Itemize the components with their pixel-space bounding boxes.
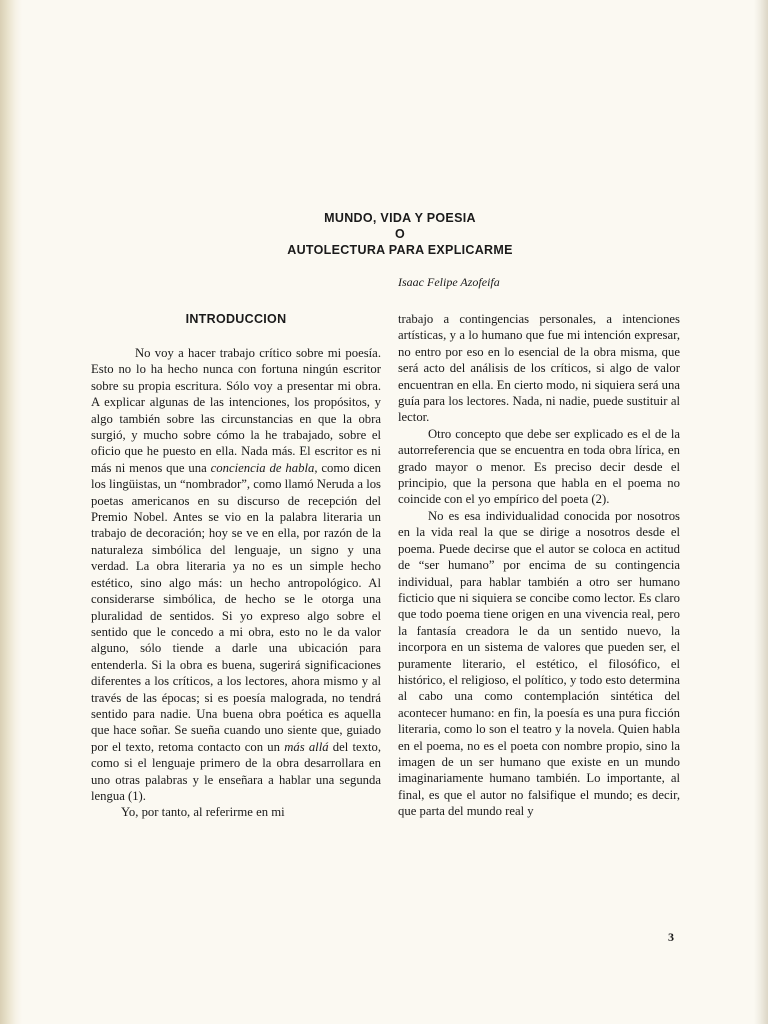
page-right-edge bbox=[754, 0, 768, 1024]
left-p1-text-a: No voy a hacer trabajo crítico sobre mi poesía. Esto no lo ha hecho nunca con fortuna ningún escritor sobre su propia escritura. Sólo voy a presentar mi obra. A explicar algunas de las intenciones, los propósitos, y algo también sobre las circunstancias en que la obra surgió, y mucho sobre cómo la he trabajado, sobre el oficio que he puesto en ella. Nada más. El escritor es ni más ni menos que una bbox=[91, 346, 381, 475]
left-paragraph-1 bbox=[91, 345, 381, 804]
title-line-2: O bbox=[394, 227, 406, 241]
left-p1-emphasis-2: más allá bbox=[284, 739, 329, 754]
title-line-1: MUNDO, VIDA Y POESIA bbox=[324, 211, 476, 225]
left-p1-text-c: del texto, como si el lenguaje primero de la obra desarrollara en uno otras palabras y le enseñara a hablar una segunda lengua (1). bbox=[91, 739, 381, 803]
right-paragraph-3: No es esa individualidad conocida por nosotros en la vida real la que se dirige a nosotros desde el poema. Puede decirse que el autor se coloca en actitud de “ser humano” por encima de su contingencia individual, para hablar también a otro ser humano ficticio que ni siquiera se concibe como lector. Es claro que todo poema tiene origen en una vivencia real, pero la fantasía creadora le da un sentido nuevo, la incorpora en un sistema de valores que pueden ser, el puramente literario, el estético, el filosófico, el histórico, el religioso, el político, y todo esto determina al cabo una como contemplación sintética del acontecer humano: en fin, la poesía es una pura ficción literaria, como lo son el teatro y la novela. Quien habla en el poema, no es el poeta con nombre propio, sino la imagen de un ser humano que existe en un mundo imaginariamente humano también. Lo importante, al final, es que el autor no falsifique el mundo; es decir, que parta del mundo real y bbox=[398, 508, 680, 819]
title-line-3: AUTOLECTURA PARA EXPLICARME bbox=[287, 243, 513, 257]
page-number: 3 bbox=[668, 930, 674, 944]
article-title bbox=[250, 210, 550, 258]
author-name: Isaac Felipe Azofeifa bbox=[398, 275, 500, 289]
right-paragraph-1: trabajo a contingencias personales, a intenciones artísticas, y a lo humano que fue mi intención expresar, no entro por eso en lo esencial de la obra misma, que será acto del análisis de los críticos, si algo de valor encuentran en ella. En cierto modo, ni siquiera será una guía para los lectores. Nada, ni nadie, puede sustituir al lector. bbox=[398, 312, 680, 425]
left-column bbox=[91, 311, 381, 821]
right-paragraph-2: Otro concepto que debe ser explicado es el de la autorreferencia que se encuentra en toda obra lírica, en grado mayor o menor. Es preciso decir desde el principio, que la persona que habla en el poema no coincide con el yo empírico del poeta (2). bbox=[398, 426, 680, 507]
left-p1-emphasis-1: conciencia de habla bbox=[210, 460, 315, 475]
left-paragraph-2: Yo, por tanto, al referirme en mi bbox=[121, 805, 285, 820]
left-p1-text-b: , como dicen los lingüistas, un “nombrador”, como llamó Neruda a los poetas americanos en su discurso de recepción del Premio Nobel. Antes se vio en la palabra literaria un trabajo de decoración; hoy se ve en ella, por razón de la naturaleza simbólica del lenguaje, un signo y una verdad. La obra literaria ya no es un simple hecho estético, sino algo más: un hecho antropológico. Al considerarse simbólica, de hecho se le otorga una pluralidad de sentidos. Si yo expreso algo sobre el sentido que le concedo a mi obra, esto no le da valor alguno, sólo tiende a darle una ubicación para entenderla. Si la obra es buena, sugerirá significaciones diferentes a los críticos, a los lectores, ahora mismo y al través de las épocas; si es poesía malograda, no tendrá sentido para nadie. Una buena obra poética es aquella que hace soñar. Se sueña cuando uno siente que, guiado por el texto, retoma contacto con un bbox=[91, 460, 381, 754]
page-binding-edge bbox=[0, 0, 22, 1024]
section-heading: INTRODUCCION bbox=[185, 312, 287, 326]
right-column bbox=[398, 311, 680, 820]
